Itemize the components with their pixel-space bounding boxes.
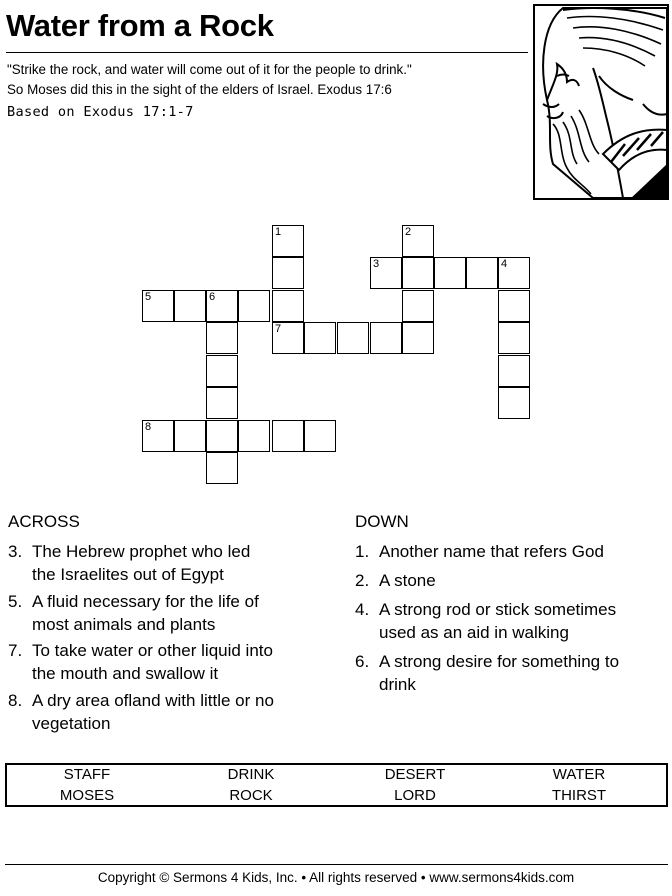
- crossword-cell[interactable]: [466, 257, 498, 289]
- crossword-cell[interactable]: [370, 257, 402, 289]
- clue-text: The Hebrew prophet who led the Israelites out of Egypt: [32, 542, 251, 584]
- crossword-cell[interactable]: [174, 290, 206, 322]
- crossword-cell[interactable]: [402, 225, 434, 257]
- clue-number: 6: [209, 291, 216, 303]
- across-clue: [8, 540, 338, 586]
- word-bank-item: THIRST: [551, 787, 607, 804]
- clue-number: 8: [145, 421, 152, 433]
- crossword-cell[interactable]: [174, 420, 206, 452]
- crossword-cell[interactable]: [434, 257, 466, 289]
- across-clue: [8, 590, 338, 636]
- clue-number: 7.: [8, 641, 23, 660]
- word-bank-item: DRINK: [227, 766, 275, 783]
- across-clue: [8, 639, 338, 685]
- clue-number: 1: [275, 226, 282, 238]
- word-bank-item: DESERT: [384, 766, 446, 783]
- clue-number: 2: [405, 226, 412, 238]
- word-bank: [5, 763, 668, 807]
- clue-text: Another name that refers God: [379, 542, 604, 561]
- clue-number: 4: [501, 258, 508, 270]
- crossword-cell[interactable]: [402, 257, 434, 289]
- clue-number: 3: [373, 258, 380, 270]
- crossword-cell[interactable]: [238, 420, 270, 452]
- clue-text: A stone: [379, 571, 436, 590]
- down-clue: [355, 569, 670, 593]
- crossword-cell[interactable]: [206, 355, 238, 387]
- clue-text: To take water or other liquid into the mouth and swallow it: [32, 641, 273, 683]
- crossword-cell[interactable]: [304, 420, 336, 452]
- crossword-cell[interactable]: [337, 322, 369, 354]
- crossword-cell[interactable]: [238, 290, 270, 322]
- clue-number: 2.: [355, 571, 370, 590]
- scripture-quote: [7, 60, 412, 100]
- crossword-cell[interactable]: [142, 420, 174, 452]
- moses-portrait-illustration: [533, 4, 669, 200]
- crossword-cell[interactable]: [498, 355, 530, 387]
- across-clue: [8, 689, 338, 735]
- crossword-cell[interactable]: [304, 322, 336, 354]
- crossword-cell[interactable]: [498, 322, 530, 354]
- crossword-cell[interactable]: [142, 290, 174, 322]
- word-bank-item: LORD: [394, 787, 436, 804]
- crossword-cell[interactable]: [402, 290, 434, 322]
- quote-line-1: "Strike the rock, and water will come out of it for the people to drink.": [7, 62, 412, 77]
- crossword-cell[interactable]: [370, 322, 402, 354]
- crossword-cell[interactable]: [498, 387, 530, 419]
- quote-line-2: So Moses did this in the sight of the elders of Israel. Exodus 17:6: [7, 82, 392, 97]
- clue-number: 5: [145, 291, 152, 303]
- footer-divider: [5, 864, 668, 865]
- word-bank-item: STAFF: [63, 766, 111, 783]
- clue-text: A strong rod or stick sometimes used as an aid in walking: [379, 600, 617, 642]
- crossword-cell[interactable]: [206, 290, 238, 322]
- clue-number: 4.: [355, 600, 370, 619]
- clue-number: 7: [275, 323, 282, 335]
- copyright-footer: Copyright © Sermons 4 Kids, Inc. • All rights reserved • www.sermons4kids.com: [97, 870, 575, 885]
- clue-number: 1.: [355, 542, 370, 561]
- crossword-cell[interactable]: [402, 322, 434, 354]
- across-heading: ACROSS: [8, 512, 80, 531]
- crossword-cell[interactable]: [206, 452, 238, 484]
- crossword-cell[interactable]: [206, 322, 238, 354]
- clue-number: 6.: [355, 652, 370, 671]
- title-divider: [6, 52, 528, 53]
- crossword-cell[interactable]: [272, 420, 304, 452]
- down-heading: DOWN: [355, 512, 409, 531]
- crossword-cell[interactable]: [206, 387, 238, 419]
- clue-number: 5.: [8, 592, 23, 611]
- clue-text: A fluid necessary for the life of most animals and plants: [32, 592, 259, 634]
- clue-text: A strong desire for something to drink: [379, 652, 620, 694]
- clue-number: 3.: [8, 542, 23, 561]
- word-bank-item: WATER: [552, 766, 606, 783]
- crossword-cell[interactable]: [498, 257, 530, 289]
- down-clue: [355, 540, 670, 564]
- page-title: Water from a Rock: [6, 8, 274, 43]
- clue-number: 8.: [8, 691, 23, 710]
- word-bank-item: MOSES: [59, 787, 115, 804]
- crossword-cell[interactable]: [272, 257, 304, 289]
- crossword-cell[interactable]: [498, 290, 530, 322]
- based-on-reference: Based on Exodus 17:1-7: [7, 104, 194, 120]
- down-clue: [355, 598, 670, 644]
- crossword-cell[interactable]: [272, 290, 304, 322]
- crossword-cell[interactable]: [206, 420, 238, 452]
- crossword-cell[interactable]: [272, 225, 304, 257]
- crossword-cell[interactable]: [272, 322, 304, 354]
- clue-text: A dry area ofland with little or no vegetation: [32, 691, 274, 733]
- down-clue: [355, 650, 670, 696]
- word-bank-item: ROCK: [229, 787, 273, 804]
